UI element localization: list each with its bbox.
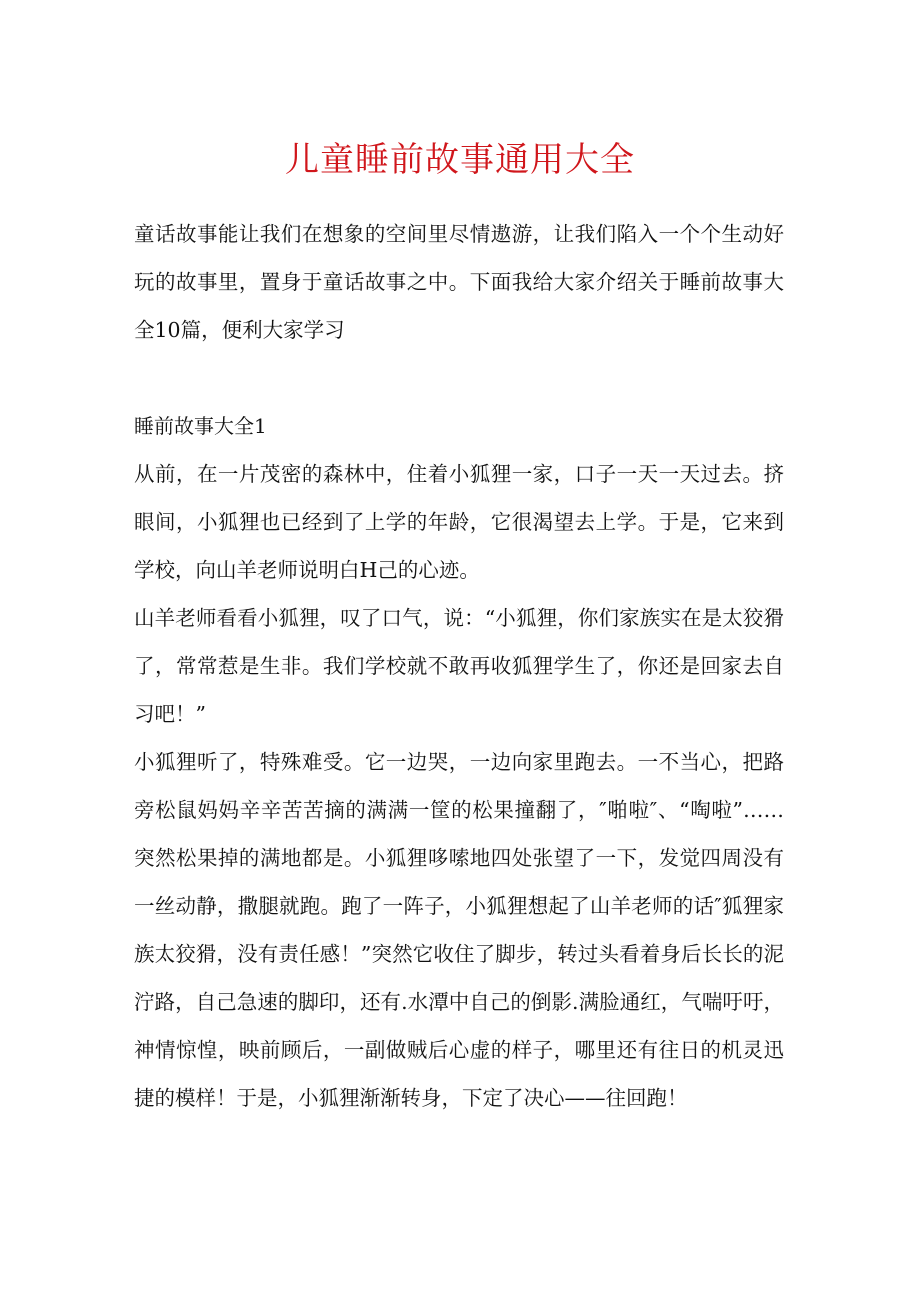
document-title: 儿童睡前故事通用大全 <box>285 140 635 180</box>
story-paragraph-3: 小狐狸听了，特殊难受。它一边哭，一边向家里跑去。一不当心，把路旁松鼠妈妈辛辛苦苦摘的满满一筐的松果撞翻了，″啪啦″、“啕啦”……突然松果掉的满地都是。小狐狸哆嗦地四处张望了一下，发觉四周没有一丝动静，撒腿就跑。跑了一阵子，小狐狸想起了山羊老师的话″狐狸家族太狡猾，没有责任感！”突然它收住了脚步，转过头看着身后长长的泥泞路，自己急速的脚印，还有.水潭中自己的倒影.满脸通红，气喘吁吁，神情惊惶，映前顾后，一副做贼后心虚的样子，哪里还有往日的机灵迅捷的模样！于是，小狐狸渐渐转身，下定了决心——往回跑！ <box>134 750 784 1110</box>
section-title: 睡前故事大全1 <box>134 414 267 438</box>
intro-paragraph: 童话故事能让我们在想象的空间里尽情遨游，让我们陷入一个个生动好玩的故事里，置身于童话故事之中。下面我给大家介绍关于睡前故事大全10篇，便利大家学习 <box>134 222 784 342</box>
story-paragraph-1: 从前，在一片茂密的森林中，住着小狐狸一家，口子一天一天过去。挤眼间，小狐狸也已经到了上学的年龄，它很渴望去上学。于是，它来到学校，向山羊老师说明白H己的心迹。 <box>134 462 784 582</box>
story-paragraph-2: 山羊老师看看小狐狸，叹了口气，说：“小狐狸，你们家族实在是太狡猾了，常常惹是生非。我们学校就不敢再收狐狸学生了，你还是回家去自习吧！” <box>134 606 784 726</box>
